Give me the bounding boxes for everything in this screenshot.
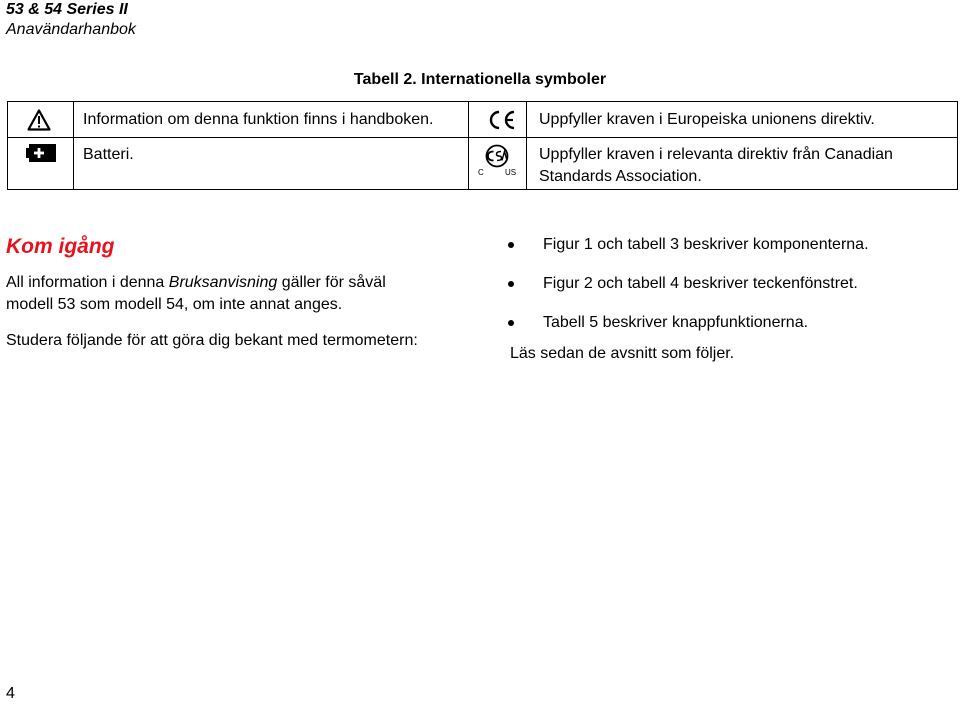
symbol-description-line: Uppfyller kraven i relevanta direktiv från Canadian [539,146,893,163]
study-paragraph: Studera följande för att göra dig bekant med termometern: [6,332,418,349]
table-divider [526,101,527,190]
symbol-description [539,144,893,188]
symbol-description-line: Standards Association. [539,168,702,185]
list-item-text: Figur 1 och tabell 3 beskriver komponenterna. [543,236,869,253]
symbol-table [7,101,958,190]
intro-paragraph [6,272,386,316]
section-heading: Kom igång [6,235,115,258]
csa-mark-icon [477,143,517,177]
battery-icon [26,144,56,162]
text-run: gäller för såväl [277,274,386,291]
closing-text: Läs sedan de avsnitt som följer. [510,345,735,362]
csa-label-c: C [478,168,484,177]
table-row-divider [7,137,958,138]
paragraph-line [6,272,386,294]
text-run: All information i denna [6,274,169,291]
warning-triangle-icon [27,109,51,131]
symbol-description: Uppfyller kraven i Europeiska unionens direktiv. [539,111,875,128]
paragraph-line: modell 53 som modell 54, om inte annat anges. [6,296,343,313]
ce-mark-icon [487,110,517,130]
list-item-text: Figur 2 och tabell 4 beskriver teckenfönstret. [543,275,858,292]
document-title: 53 & 54 Series II [6,1,128,18]
document-subtitle: Anavändarhanbok [6,21,136,38]
bullet-icon [508,281,514,287]
symbol-description: Batteri. [83,146,134,163]
csa-label-us: US [505,168,517,177]
bullet-icon [508,320,514,326]
list-item-text: Tabell 5 beskriver knappfunktionerna. [543,314,809,331]
table-caption: Tabell 2. Internationella symboler [353,71,607,88]
symbol-description: Information om denna funktion finns i handboken. [83,111,434,128]
manual-name: Bruksanvisning [168,274,278,291]
page-number: 4 [6,685,15,702]
bullet-icon [508,242,514,248]
table-divider [468,101,469,190]
table-divider [73,101,74,190]
